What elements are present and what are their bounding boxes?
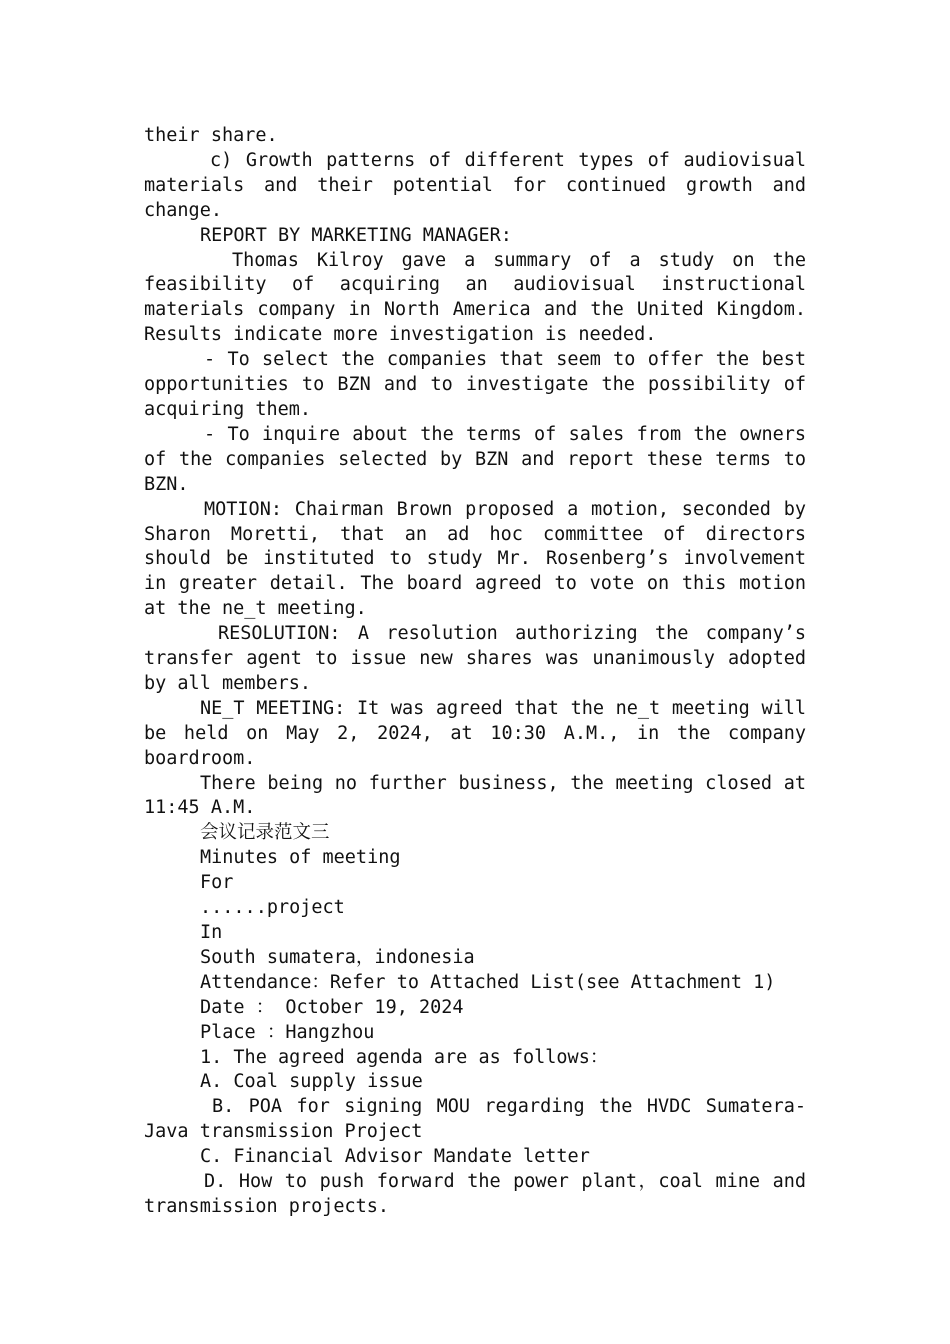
agenda-item-d: D. How to push forward the power plant，coal mine and transmission projects. [144, 1171, 806, 1217]
agenda-item-a: A. Coal supply issue [200, 1071, 423, 1093]
agenda-intro: 1. The agreed agenda are as follows： [200, 1046, 609, 1068]
paragraph-share: their share. [144, 125, 278, 146]
minutes-for: For [200, 872, 234, 894]
paragraph-meeting-closed: There being no further business, the meeting closed at 11:45 A.M. [144, 772, 806, 819]
paragraph-next-meeting: NE_T MEETING: It was agreed that the ne_t meeting will be held on May 2, 2024, at 10:30 A.M., in the company boardroom. [144, 697, 806, 769]
section-heading: 会议记录范文三 [200, 822, 330, 844]
paragraph-select-companies: - To select the companies that seem to offer the best opportunities to BZN and to investigate the possibility of acquiring them. [144, 349, 806, 420]
agenda-item-c: C. Financial Advisor Mandate letter [200, 1146, 590, 1168]
minutes-in: In [200, 922, 223, 943]
minutes-location: South sumatera，indonesia [200, 946, 475, 968]
paragraph-growth-patterns: c) Growth patterns of different types of audiovisual materials and their potential for continued growth and change. [144, 149, 806, 221]
minutes-date: Date ： October 19, 2024 [200, 996, 464, 1018]
paragraph-resolution: RESOLUTION: A resolution authorizing the company’s transfer agent to issue new shares was unanimously adopted by all members. [144, 623, 806, 694]
document-page [144, 124, 806, 1220]
paragraph-kilroy-summary: Thomas Kilroy gave a summary of a study on the feasibility of acquiring an audiovisual instructional materials company in North America and the United Kingdom. Results indicate more investigation is needed. [144, 249, 806, 346]
heading-marketing-report: REPORT BY MARKETING MANAGER: [200, 224, 512, 246]
paragraph-motion: MOTION: Chairman Brown proposed a motion, seconded by Sharon Moretti, that an ad hoc committee of directors should be instituted to study Mr. Rosenberg’s involvement in greater detail. The board agreed to vote on this motion at the ne_t meeting. [144, 498, 806, 620]
minutes-place: Place ：Hangzhou [200, 1021, 375, 1043]
minutes-project: ......project [200, 897, 345, 919]
minutes-attendance: Attendance：Refer to Attached List(see Attachment 1) [200, 971, 776, 993]
minutes-title: Minutes of meeting [200, 847, 401, 869]
agenda-item-b: B. POA for signing MOU regarding the HVDC Sumatera-Java transmission Project [144, 1096, 806, 1143]
paragraph-inquire-terms: - To inquire about the terms of sales from the owners of the companies selected by BZN and report these terms to BZN. [144, 423, 806, 495]
